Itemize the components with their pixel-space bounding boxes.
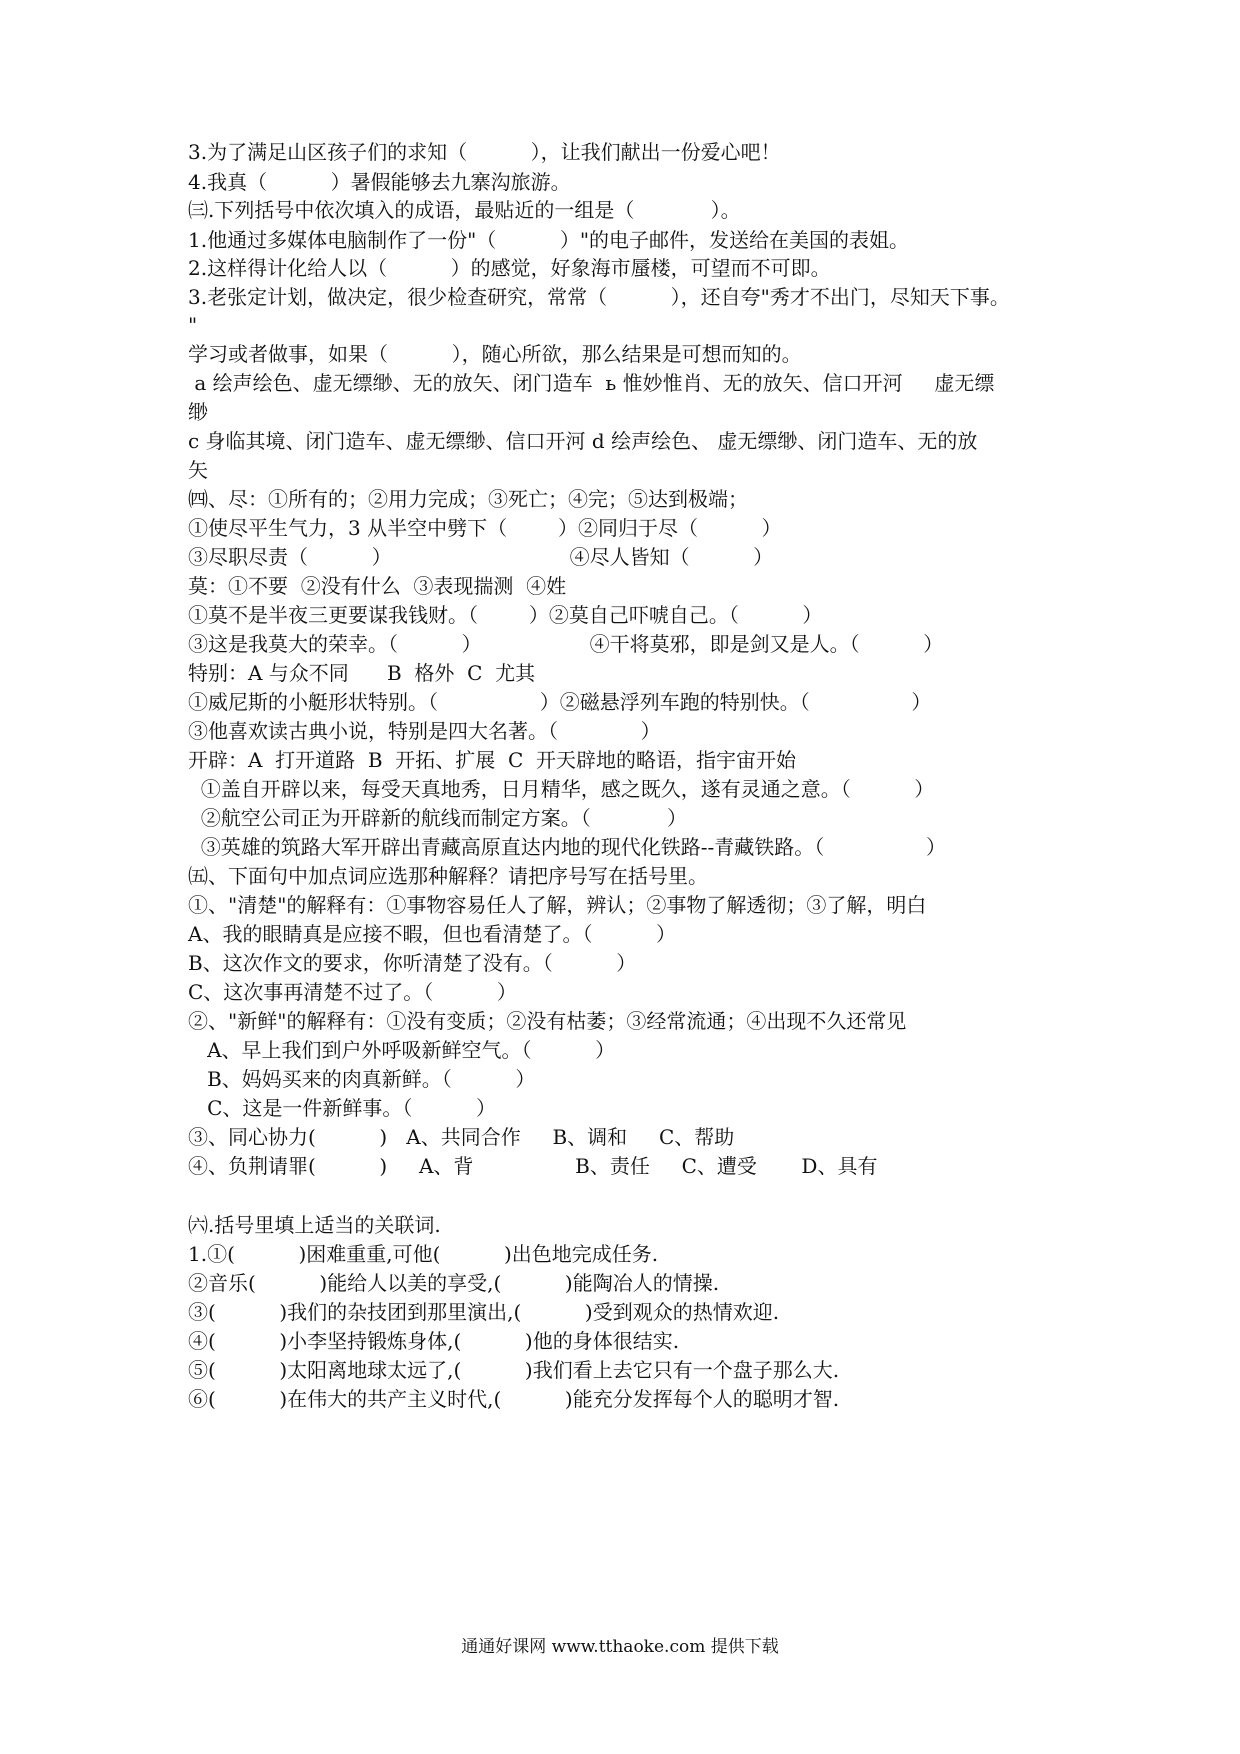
option-line: 缈 [188, 400, 208, 424]
text-line: ③英雄的筑路大军开辟出青藏高原直达内地的现代化铁路--青藏铁路。（ ） [188, 835, 946, 859]
text-line: ③( )我们的杂技团到那里演出,( )受到观众的热情欢迎. [188, 1300, 780, 1324]
text-line: 学习或者做事，如果（ ），随心所欲，那么结果是可想而知的。 [188, 342, 802, 366]
text-line: ②、"新鲜"的解释有：①没有变质；②没有枯萎；③经常流通；④出现不久还常见 [188, 1009, 907, 1033]
text-line: 特别：A 与众不同 B 格外 C 尤其 [188, 661, 536, 685]
text-line: 1.①( )困难重重,可他( )出色地完成任务. [188, 1242, 659, 1266]
section-heading: ㈤、下面句中加点词应选那种解释？请把序号写在括号里。 [188, 864, 708, 888]
option-line: c 身临其境、闭门造车、虚无缥缈、信口开河 d 绘声绘色、 虚无缥缈、闭门造车、无的放 [188, 429, 978, 453]
section-heading: ㈥.括号里填上适当的关联词. [188, 1213, 441, 1237]
text-line: ③、同心协力( ) A、共同合作 B、调和 C、帮助 [188, 1125, 735, 1149]
text-line: " [188, 313, 198, 337]
option-line: 矢 [188, 458, 208, 482]
text-line: C、这次事再清楚不过了。（ ） [188, 980, 517, 1004]
section-heading: ㈢.下列括号中依次填入的成语，最贴近的一组是（ ）。 [188, 198, 741, 222]
text-line: ④( )小李坚持锻炼身体,( )他的身体很结实. [188, 1329, 680, 1353]
text-line: ②航空公司正为开辟新的航线而制定方案。（ ） [188, 806, 688, 830]
text-line: ①威尼斯的小艇形状特别。（ ）②磁悬浮列车跑的特别快。（ ） [188, 690, 932, 714]
text-line: 开辟：A 打开道路 B 开拓、扩展 C 开天辟地的略语，指宇宙开始 [188, 748, 797, 772]
text-line: ③这是我莫大的荣幸。（ ） ④干将莫邪，即是剑又是人。（ ） [188, 632, 944, 656]
text-line: 莫：①不要 ②没有什么 ③表现揣测 ④姓 [188, 574, 567, 598]
text-line: ⑥( )在伟大的共产主义时代,( )能充分发挥每个人的聪明才智. [188, 1387, 840, 1411]
text-line: 1.他通过多媒体电脑制作了一份"（ ）"的电子邮件，发送给在美国的表姐。 [188, 228, 910, 252]
text-line: C、这是一件新鲜事。（ ） [188, 1096, 496, 1120]
text-line: A、早上我们到户外呼吸新鲜空气。（ ） [188, 1038, 616, 1062]
text-line: 2.这样得计化给人以（ ）的感觉，好象海市蜃楼，可望而不可即。 [188, 256, 831, 280]
text-line: B、妈妈买来的肉真新鲜。（ ） [188, 1067, 536, 1091]
text-line: ①盖自开辟以来，每受天真地秀，日月精华，感之既久，遂有灵通之意。（ ） [188, 777, 935, 801]
text-line: ⑤( )太阳离地球太远了,( )我们看上去它只有一个盘子那么大. [188, 1358, 840, 1382]
text-line: B、这次作文的要求，你听清楚了没有。（ ） [188, 951, 637, 975]
text-line: ③尽职尽责（ ） ④尽人皆知（ ） [188, 545, 774, 569]
text-line: ①、"清楚"的解释有：①事物容易任人了解，辨认；②事物了解透彻；③了解，明白 [188, 893, 927, 917]
text-line: ③他喜欢读古典小说，特别是四大名著。（ ） [188, 719, 661, 743]
option-line: a 绘声绘色、虚无缥缈、无的放矢、闭门造车 ь 惟妙惟肖、无的放矢、信口开河 虚无缥 [188, 371, 995, 395]
text-line: A、我的眼睛真是应接不暇，但也看清楚了。（ ） [188, 922, 677, 946]
text-line: 4.我真（ ）暑假能够去九寨沟旅游。 [188, 170, 571, 194]
text-line: ②音乐( )能给人以美的享受,( )能陶冶人的情操. [188, 1271, 720, 1295]
text-line: 3.老张定计划，做决定，很少检查研究，常常（ ），还自夸"秀才不出门，尽知天下事。 [188, 285, 1010, 309]
section-heading: ㈣、尽：①所有的；②用力完成；③死亡；④完；⑤达到极端； [188, 487, 748, 511]
text-line: ④、负荆请罪( ) A、背 B、责任 C、遭受 D、具有 [188, 1154, 878, 1178]
text-line: 3.为了满足山区孩子们的求知（ ），让我们献出一份爱心吧！ [188, 140, 781, 164]
text-line: ①莫不是半夜三更要谋我钱财。（ ）②莫自己吓唬自己。（ ） [188, 603, 823, 627]
text-line: ①使尽平生气力，3 从半空中劈下（ ）②同归于尽（ ） [188, 516, 782, 540]
page-footer: 通通好课网 www.tthaoke.com 提供下载 [461, 1637, 779, 1657]
